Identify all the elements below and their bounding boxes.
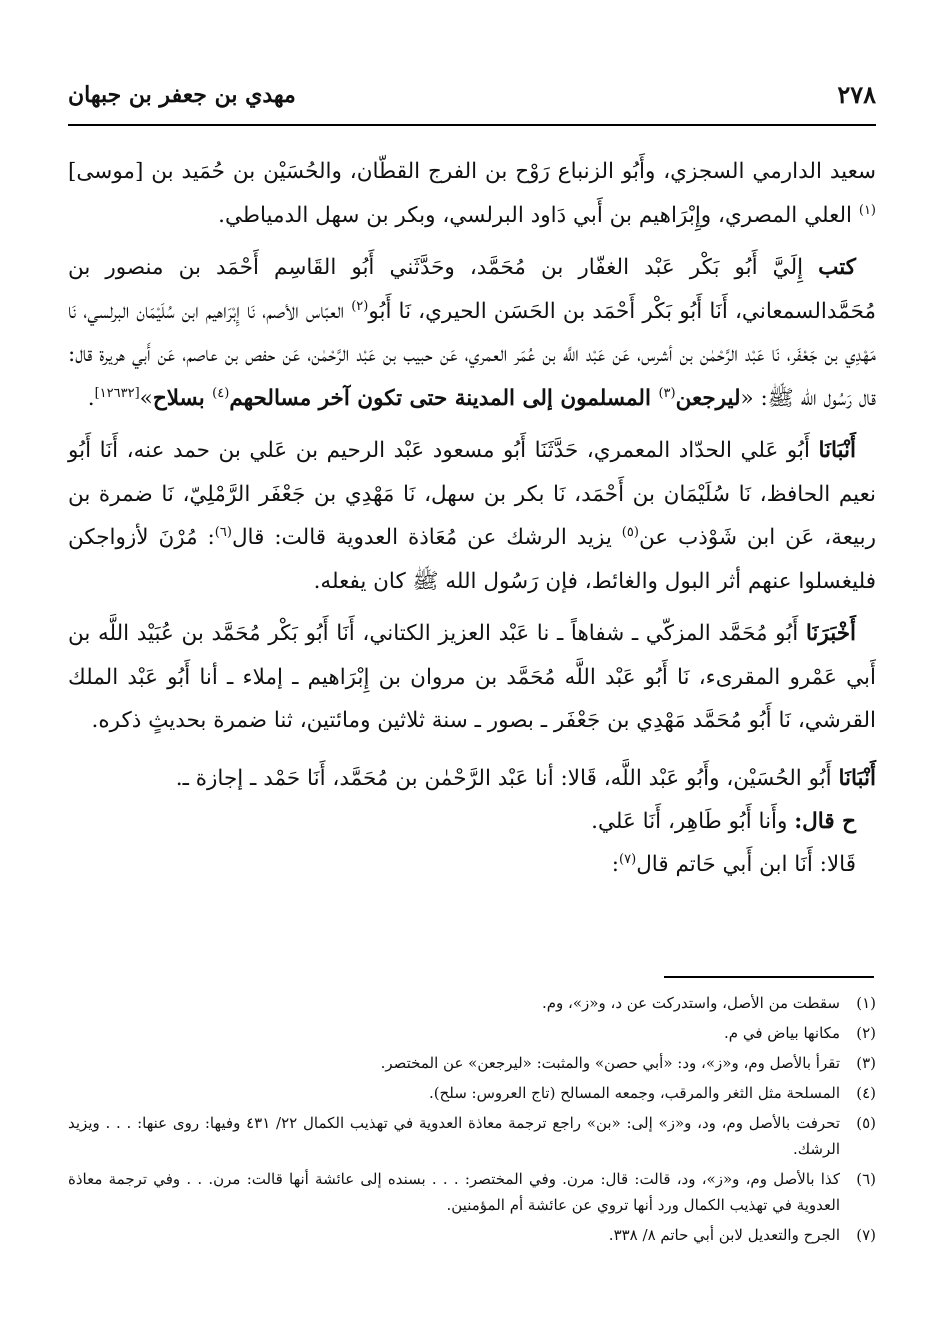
footnote-text: تقرأ بالأصل وم، و«ز»، ود: «أبي حصن» والمثبت: «ليرجعن» عن المختصر. bbox=[380, 1054, 840, 1072]
footnotes bbox=[68, 990, 876, 1252]
footnote-number: (٥) bbox=[856, 1114, 876, 1132]
footnote-marker: (١) bbox=[858, 202, 876, 218]
main-text bbox=[68, 150, 876, 886]
bold-text: كتب bbox=[818, 255, 856, 280]
closing-chain bbox=[68, 757, 876, 886]
footnote-item bbox=[68, 1110, 876, 1162]
footnote-text: مكانها بياض في م. bbox=[724, 1024, 840, 1042]
footnote-item bbox=[68, 990, 876, 1016]
footnote-text: سقطت من الأصل، واستدركت عن د، و«ز»، وم. bbox=[541, 994, 840, 1012]
text-run: وأَنا أَبُو طَاهِر، أَنَا عَلي. bbox=[591, 808, 795, 834]
footnote-item bbox=[68, 1222, 876, 1248]
text-run: » bbox=[139, 385, 153, 411]
bold-text: المسلمون إلى المدينة حتى تكون آخر مسالحهم bbox=[229, 385, 659, 411]
page-number: ٢٧٨ bbox=[837, 80, 876, 109]
text-run: قَالا: أَنَا ابن أَبي حَاتم قال bbox=[636, 851, 856, 877]
bold-text: ح قال: bbox=[794, 808, 856, 834]
page-header bbox=[68, 76, 876, 120]
text-run: يزيد الرشك عن مُعَاذة العدوية قالت: قال bbox=[231, 525, 622, 550]
bold-text: بسلاح bbox=[152, 385, 213, 411]
footnote-marker: (٦) bbox=[214, 524, 232, 540]
footnote-marker: (٢) bbox=[351, 298, 369, 314]
footnote-number: (٦) bbox=[856, 1170, 876, 1188]
bold-text: أَنْبَانَا bbox=[818, 438, 856, 463]
text-run: أَبُو الحُسَيْن، وأَبُو عَبْد اللَّه، قَالا: أنا عَبْد الرَّحْمٰن بن مُحَمَّد، أَنَا حَمْد ـ إجازة ـ. bbox=[175, 765, 839, 791]
footnote-item bbox=[68, 1020, 876, 1046]
bold-text: ليرجعن bbox=[675, 385, 741, 411]
footnote-number: (٧) bbox=[856, 1226, 876, 1244]
footnote-number: (٤) bbox=[856, 1084, 876, 1102]
footnote-marker: (٣) bbox=[658, 385, 676, 401]
footnote-marker: [١٢٦٣٢] bbox=[94, 385, 140, 401]
text-run: العبّاس الأصم، نَا إِبْرَاهيم ابن سُلَيْمَان البرلسي، نَا مَهْدِي بن جَعْفَر، نَا عَبْد الرَّحْمٰن بن أشرس، عَن عَبْد اللَّه بن عُمَر العمري، عَن حبيب بن عَبْد الرَّحْمٰن، عَن حفص بن عاصم، عَن أَبي هريرة قال: قال رَسُول الله ﷺ: « bbox=[68, 298, 876, 411]
footnote-text: كذا بالأصل وم، و«ز»، ود، قالت: قال: مرن. وفي المختصر: . . . بسنده إلى عائشة أنها قالت: مرن. . . وفي ترجمة معاذة العدوية في تهذيب الكمال ورد أنها تروي عن عائشة أم المؤمنين. bbox=[68, 1170, 840, 1214]
footnote-text: الجرح والتعديل لابن أبي حاتم ٨/ ٣٣٨. bbox=[608, 1226, 840, 1244]
paragraph bbox=[68, 429, 876, 603]
footnote-item bbox=[68, 1080, 876, 1106]
footnote-marker: (٥) bbox=[621, 524, 639, 540]
footnote-number: (٢) bbox=[856, 1024, 876, 1042]
closing-line bbox=[68, 757, 876, 800]
footnote-text: تحرفت بالأصل وم، ود، و«ز» إلى: «بن» راجع ترجمة معاذة العدوية في تهذيب الكمال ٢٢/ ٤٣١ وفيها: روى عنها: . . . ويزيد الرشك. bbox=[68, 1114, 840, 1158]
footnote-text: المسلحة مثل الثغر والمرقب، وجمعه المسالح (تاج العروس: سلح). bbox=[428, 1084, 840, 1102]
text-run: أَبُو عَلي الحدّاد المعمري، حَدَّثَنَا أَبُو مسعود عَبْد الرحيم بن عَلي بن حمد عنه، أَنَا أَبُو نعيم الحافظ، نَا سُلَيْمَان بن أَحْمَد، نَا بكر بن سهل، نَا مَهْدِي بن جَعْفَر الرَّمْلِيّ، نَا ضمرة بن ربيعة، عَن ابن شَوْذب عن bbox=[68, 438, 876, 550]
text-run: . bbox=[87, 385, 95, 411]
text-run: : مُرْنَ لأزواجكن فليغسلوا عنهم أثر البول والغائط، فإن رَسُول الله ﷺ كان يفعله. bbox=[68, 525, 876, 594]
paragraph bbox=[68, 612, 876, 743]
text-run: إِلَيَّ أَبُو بَكْر عَبْد الغفّار بن مُحَمَّد، وحَدَّثَني أَبُو القَاسِم أَحْمَد بن منصور بن مُحَمَّدالسمعاني، أَنَا أَبُو بَكْر أَحْمَد بن الحَسَن الحيري، نَا أَبُو bbox=[68, 255, 876, 324]
footnote-item bbox=[68, 1050, 876, 1076]
running-title: مهدي بن جعفر بن جبهان bbox=[68, 82, 296, 108]
text-run: العلي المصري، وإِبْرَاهيم بن أَبي دَاود البرلسي، وبكر بن سهل الدمياطي. bbox=[218, 202, 859, 228]
text-run: : bbox=[611, 851, 620, 877]
paragraph bbox=[68, 150, 876, 237]
closing-line bbox=[68, 800, 876, 843]
footnote-item bbox=[68, 1166, 876, 1218]
header-divider bbox=[68, 124, 876, 126]
footnote-marker: (٧) bbox=[619, 851, 637, 867]
text-run: أَبُو مُحَمَّد المزكّي ـ شفاهاً ـ نا عَبْد العزيز الكتاني، أَنَا أَبُو بَكْر مُحَمَّد بن عُبَيْد اللَّه بن أَبي عَمْرو المقرىء، نَا أَبُو عَبْد اللَّه مُحَمَّد بن مروان بن إِبْرَاهيم ـ إملاء ـ أنا أَبُو عَبْد الملك القرشي، نَا أَبُو مُحَمَّد مَهْدِي بن جَعْفَر ـ بصور ـ سنة ثلاثين ومائتين، ثنا ضمرة بحديثٍ ذكره. bbox=[68, 621, 876, 733]
footnote-number: (١) bbox=[856, 994, 876, 1012]
closing-line bbox=[68, 843, 876, 886]
text-run: سعيد الدارمي السجزي، وأَبُو الزنباع رَوْح بن الفرج القطّان، والحُسَيْن بن حُمَيد بن [موسى] bbox=[68, 159, 876, 184]
bold-text: أَنْبَانَا bbox=[838, 765, 876, 791]
footnote-marker: (٤) bbox=[212, 385, 230, 401]
footnote-number: (٣) bbox=[856, 1054, 876, 1072]
footnote-divider bbox=[664, 976, 874, 978]
bold-text: أَخْبَرَنَا bbox=[805, 621, 856, 646]
paragraph bbox=[68, 246, 876, 420]
